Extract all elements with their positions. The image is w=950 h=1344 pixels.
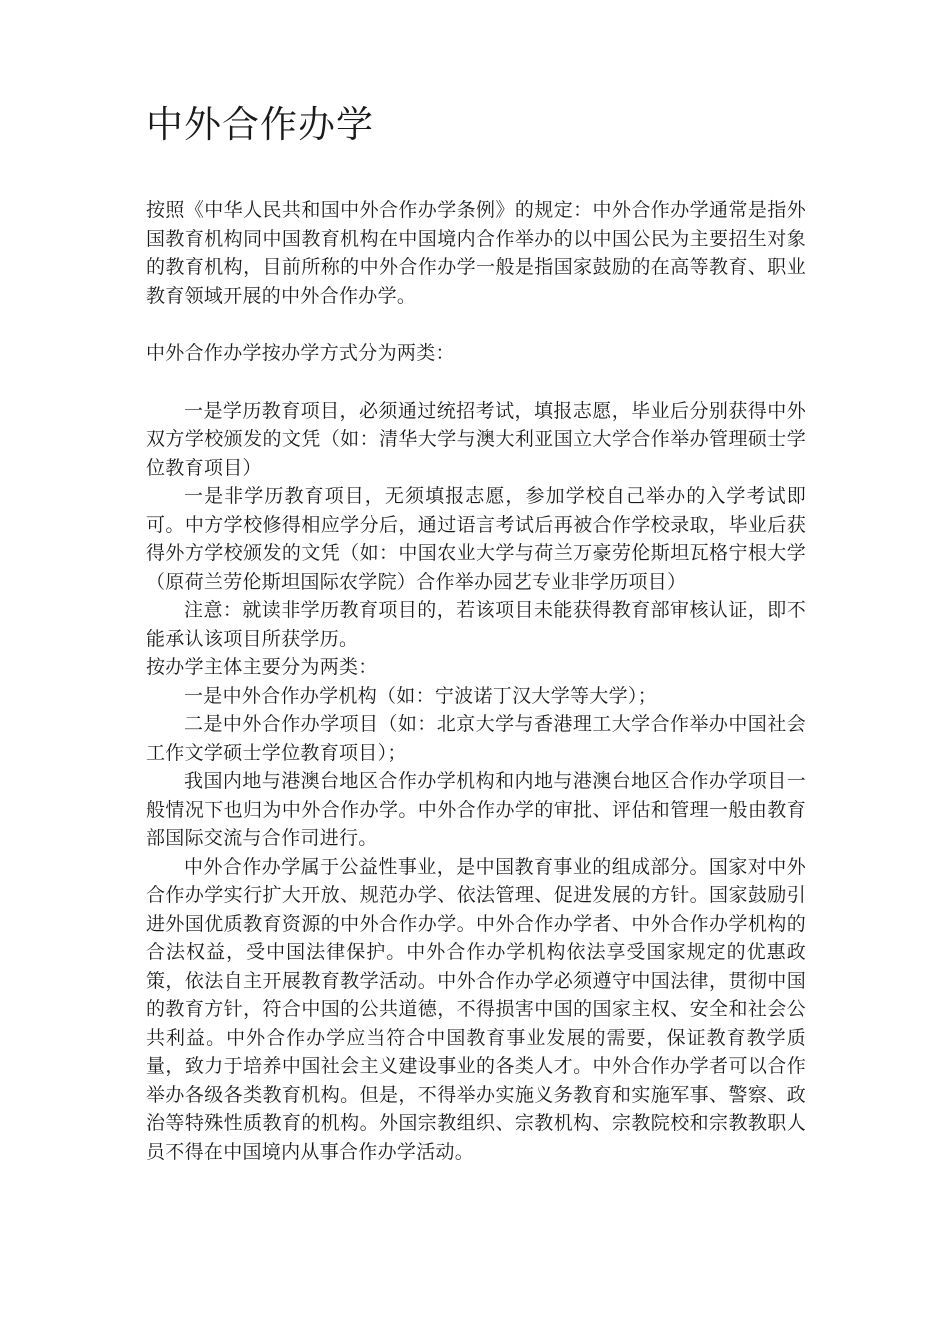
paragraph-hk-macao-taiwan: 我国内地与港澳台地区合作办学机构和内地与港澳台地区合作办学项目一般情况下也归为中外合作办学。中外合作办学的审批、评估和管理一般由教育部国际交流与合作司进行。 bbox=[146, 770, 806, 849]
paragraph-definition: 按照《中华人民共和国中外合作办学条例》的规定：中外合作办学通常是指外国教育机构同中国教育机构在中国境内合作举办的以中国公民为主要招生对象的教育机构，目前所称的中外合作办学一般是指国家鼓励的在高等教育、职业教育领域开展的中外合作办学。 bbox=[146, 199, 806, 307]
paragraph-degree-program: 一是学历教育项目，必须通过统招考试，填报志愿，毕业后分别获得中外双方学校颁发的文凭（如：清华大学与澳大利亚国立大学合作举办管理硕士学位教育项目） bbox=[146, 399, 806, 479]
paragraph-non-degree-program: 一是非学历教育项目，无须填报志愿，参加学校自己举办的入学考试即可。中方学校修得相应学分后，通过语言考试后再被合作学校录取，毕业后获得外方学校颁发的文凭（如：中国农业大学与荷兰万豪劳伦斯坦瓦格宁根大学（原荷兰劳伦斯坦国际农学院）合作举办园艺专业非学历项目） bbox=[146, 485, 806, 593]
paragraph-institution: 一是中外合作办学机构（如：宁波诺丁汉大学等大学）； bbox=[184, 684, 658, 707]
document-body bbox=[146, 196, 806, 1166]
document-title: 中外合作办学 bbox=[146, 103, 374, 146]
paragraph-policy: 中外合作办学属于公益性事业，是中国教育事业的组成部分。国家对中外合作办学实行扩大开放、规范办学、依法管理、促进发展的方针。国家鼓励引进外国优质教育资源的中外合作办学。中外合作办学者、中外合作办学机构的合法权益，受中国法律保护。中外合作办学机构依法享受国家规定的优惠政策，依法自主开展教育教学活动。中外合作办学必须遵守中国法律，贯彻中国的教育方针，符合中国的公共道德，不得损害中国的国家主权、安全和社会公共利益。中外合作办学应当符合中国教育事业发展的需要，保证教育教学质量，致力于培养中国社会主义建设事业的各类人才。中外合作办学者可以合作举办各级各类教育机构。但是，不得举办实施义务教育和实施军事、警察、政治等特殊性质教育的机构。外国宗教组织、宗教机构、宗教院校和宗教教职人员不得在中国境内从事合作办学活动。 bbox=[146, 855, 806, 1163]
paragraph-notice: 注意：就读非学历教育项目的，若该项目未能获得教育部审核认证，即不能承认该项目所获学历。 bbox=[146, 599, 806, 650]
paragraph-classification-by-method: 中外合作办学按办学方式分为两类： bbox=[146, 342, 455, 364]
paragraph-project: 二是中外合作办学项目（如：北京大学与香港理工大学合作举办中国社会工作文学硕士学位教育项目）； bbox=[146, 713, 806, 764]
paragraph-classification-by-entity: 按办学主体主要分为两类： bbox=[146, 656, 378, 678]
